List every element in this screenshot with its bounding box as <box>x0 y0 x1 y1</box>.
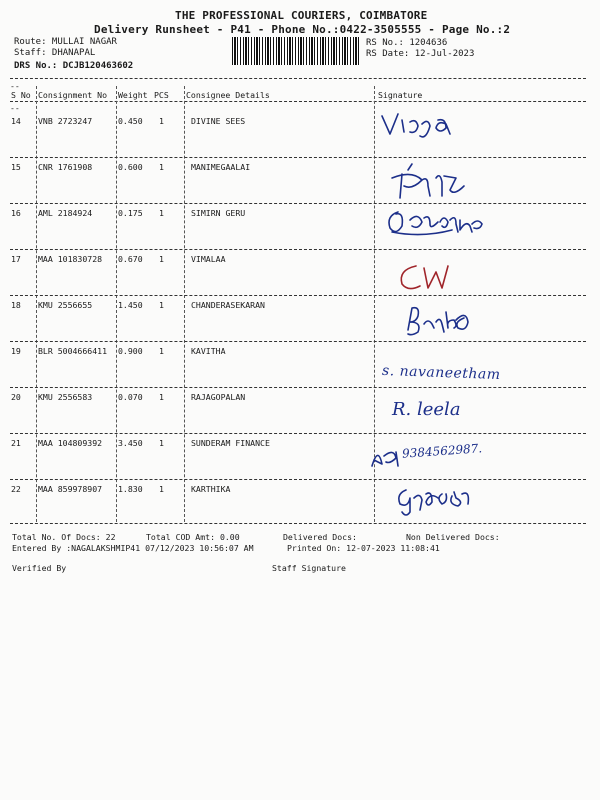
row-consignment-no: MAA 859978907 <box>38 484 103 494</box>
signature-18 <box>400 300 480 340</box>
row-pcs: 1 <box>159 346 164 356</box>
row-consignee: DIVINE SEES <box>191 116 246 126</box>
col-pcs: PCS <box>154 90 169 100</box>
row-sno: 15 <box>11 162 21 172</box>
row-weight: 0.600 <box>118 162 143 172</box>
row-weight: 1.450 <box>118 300 143 310</box>
signature-21: 9384562987. <box>401 441 483 461</box>
row-divider <box>10 433 586 434</box>
company-title: THE PROFESSIONAL COURIERS, COIMBATORE <box>175 9 428 22</box>
row-consignee: RAJAGOPALAN <box>191 392 246 402</box>
row-divider <box>10 387 586 388</box>
col-weight: Weight <box>118 90 148 100</box>
row-weight: 3.450 <box>118 438 143 448</box>
barcode <box>232 37 360 65</box>
verified-by: Verified By <box>12 563 67 573</box>
row-consignment-no: AML 2184924 <box>38 208 93 218</box>
row-divider <box>10 249 586 250</box>
signature-19: s. navaneetham <box>381 362 501 384</box>
row-sno: 21 <box>11 438 21 448</box>
row-sno: 18 <box>11 300 21 310</box>
row-pcs: 1 <box>159 162 164 172</box>
row-divider <box>10 157 586 158</box>
row-weight: 0.900 <box>118 346 143 356</box>
divider <box>10 101 586 102</box>
row-divider <box>10 295 586 296</box>
row-sno: 20 <box>11 392 21 402</box>
col-consignee: Consignee Details <box>186 90 270 100</box>
route-label: Route: MULLAI NAGAR <box>14 37 117 47</box>
row-consignee: CHANDERASEKARAN <box>191 300 265 310</box>
row-sno: 14 <box>11 116 21 126</box>
row-consignee: MANIMEGAALAI <box>191 162 251 172</box>
signature-20: R. leela <box>392 399 461 420</box>
column-divider <box>36 86 37 522</box>
row-divider <box>10 479 586 480</box>
divider <box>10 78 586 79</box>
row-consignment-no: KMU 2556655 <box>38 300 93 310</box>
signature-14 <box>378 110 468 140</box>
row-consignment-no: MAA 104809392 <box>38 438 103 448</box>
entered-by: Entered By :NAGALAKSHMIP41 07/12/2023 10:56:07 AM <box>12 543 254 553</box>
rs-date: RS Date: 12-Jul-2023 <box>366 49 475 59</box>
signature-21-mark <box>368 442 404 474</box>
row-weight: 0.670 <box>118 254 143 264</box>
row-consignee: KARTHIKA <box>191 484 231 494</box>
column-divider <box>184 86 185 522</box>
row-weight: 0.450 <box>118 116 143 126</box>
col-consignment: Consignment No <box>38 90 108 100</box>
staff-signature: Staff Signature <box>272 563 346 573</box>
row-consignee: VIMALAA <box>191 254 226 264</box>
signature-16 <box>380 202 496 242</box>
row-sno: 16 <box>11 208 21 218</box>
staff-label: Staff: DHANAPAL <box>14 48 96 58</box>
row-weight: 0.070 <box>118 392 143 402</box>
row-pcs: 1 <box>159 484 164 494</box>
row-consignment-no: MAA 101830728 <box>38 254 103 264</box>
row-sno: 19 <box>11 346 21 356</box>
total-docs: Total No. Of Docs: 22 <box>12 532 116 542</box>
row-consignment-no: BLR 5004666411 <box>38 346 108 356</box>
col-sno: S No <box>11 90 31 100</box>
divider <box>10 523 586 524</box>
row-sno: 17 <box>11 254 21 264</box>
row-divider <box>10 341 586 342</box>
printed-on: Printed On: 12-07-2023 11:08:41 <box>287 543 440 553</box>
row-pcs: 1 <box>159 116 164 126</box>
row-consignee: KAVITHA <box>191 346 226 356</box>
row-pcs: 1 <box>159 438 164 448</box>
row-sno: 22 <box>11 484 21 494</box>
runsheet-title: Delivery Runsheet - P41 - Phone No.:0422-3505555 - Page No.:2 <box>94 23 511 36</box>
divider-dashes: -- <box>10 103 20 113</box>
column-divider <box>116 86 117 522</box>
row-consignee: SIMIRN GERU <box>191 208 246 218</box>
non-delivered-docs: Non Delivered Docs: <box>406 532 500 542</box>
row-pcs: 1 <box>159 300 164 310</box>
col-signature: Signature <box>378 90 423 100</box>
row-divider <box>10 203 586 204</box>
delivered-docs: Delivered Docs: <box>283 532 357 542</box>
row-weight: 1.830 <box>118 484 143 494</box>
row-consignee: SUNDERAM FINANCE <box>191 438 270 448</box>
signature-15 <box>382 160 472 204</box>
row-weight: 0.175 <box>118 208 143 218</box>
divider-dashes: -- <box>10 81 20 91</box>
row-pcs: 1 <box>159 254 164 264</box>
row-pcs: 1 <box>159 208 164 218</box>
total-cod: Total COD Amt: 0.00 <box>146 532 240 542</box>
signature-17 <box>394 258 464 294</box>
rs-number: RS No.: 1204636 <box>366 38 448 48</box>
row-consignment-no: VNB 2723247 <box>38 116 93 126</box>
drs-number: DRS No.: DCJB120463602 <box>14 61 134 71</box>
row-consignment-no: CNR 1761908 <box>38 162 93 172</box>
signature-22 <box>392 480 482 520</box>
row-pcs: 1 <box>159 392 164 402</box>
row-consignment-no: KMU 2556583 <box>38 392 93 402</box>
